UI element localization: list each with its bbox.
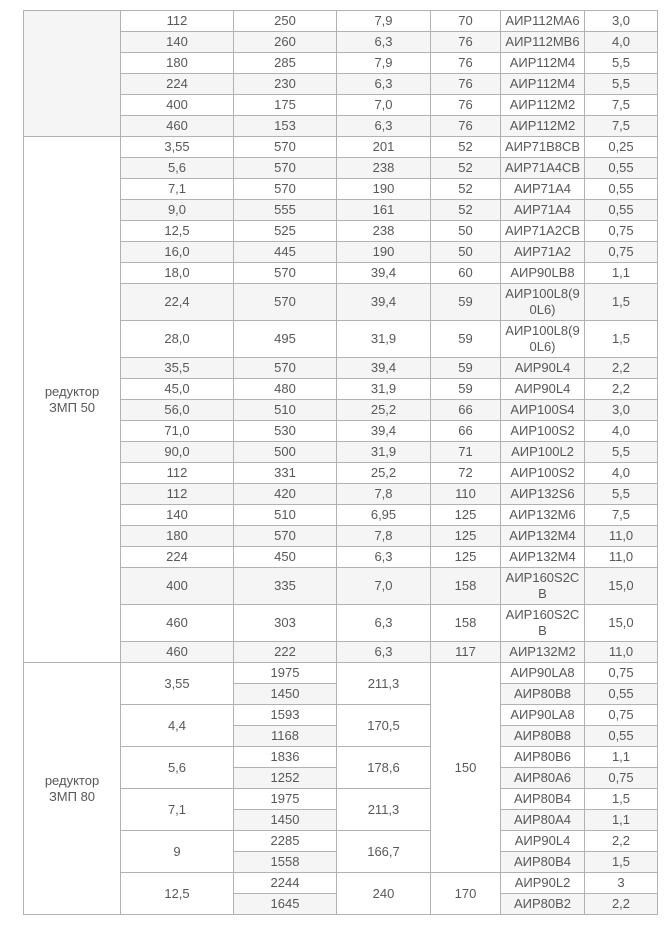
motor-cell: АИР80А6 (501, 768, 585, 789)
rpm-cell: 2285 (234, 831, 337, 852)
rpm-cell: 222 (234, 642, 337, 663)
rpm-cell: 500 (234, 442, 337, 463)
power-cell: 4,0 (585, 32, 658, 53)
torque-cell: 31,9 (337, 442, 431, 463)
motor-cell: АИР90L4 (501, 379, 585, 400)
ratio-cell: 18,0 (121, 263, 234, 284)
power-cell: 11,0 (585, 642, 658, 663)
motor-cell: АИР132М4 (501, 547, 585, 568)
rpm-cell: 480 (234, 379, 337, 400)
rpm-cell: 570 (234, 358, 337, 379)
pct-cell: 117 (431, 642, 501, 663)
power-cell: 0,25 (585, 137, 658, 158)
motor-cell: АИР132S6 (501, 484, 585, 505)
power-cell: 7,5 (585, 95, 658, 116)
motor-cell: АИР80В4 (501, 789, 585, 810)
rpm-cell: 420 (234, 484, 337, 505)
ratio-cell: 224 (121, 74, 234, 95)
torque-cell: 25,2 (337, 463, 431, 484)
power-cell: 7,5 (585, 505, 658, 526)
pct-cell: 110 (431, 484, 501, 505)
power-cell: 0,75 (585, 221, 658, 242)
pct-cell: 76 (431, 32, 501, 53)
rpm-cell: 570 (234, 137, 337, 158)
ratio-cell: 460 (121, 116, 234, 137)
torque-cell: 6,3 (337, 605, 431, 642)
rpm-cell: 285 (234, 53, 337, 74)
pct-cell: 52 (431, 179, 501, 200)
motor-cell: АИР90L4 (501, 358, 585, 379)
power-cell: 11,0 (585, 547, 658, 568)
ratio-cell: 4,4 (121, 705, 234, 747)
motor-cell: АИР112МА6 (501, 11, 585, 32)
power-cell: 5,5 (585, 442, 658, 463)
motor-cell: АИР100L2 (501, 442, 585, 463)
ratio-cell: 28,0 (121, 321, 234, 358)
power-cell: 0,55 (585, 200, 658, 221)
power-cell: 0,55 (585, 158, 658, 179)
rpm-cell: 570 (234, 158, 337, 179)
ratio-cell: 45,0 (121, 379, 234, 400)
rpm-cell: 153 (234, 116, 337, 137)
torque-cell: 201 (337, 137, 431, 158)
torque-cell: 31,9 (337, 321, 431, 358)
ratio-cell: 7,1 (121, 789, 234, 831)
pct-cell: 59 (431, 358, 501, 379)
torque-cell: 39,4 (337, 421, 431, 442)
pct-cell: 125 (431, 547, 501, 568)
power-cell: 0,75 (585, 242, 658, 263)
power-cell: 2,2 (585, 894, 658, 915)
power-cell: 2,2 (585, 831, 658, 852)
ratio-cell: 56,0 (121, 400, 234, 421)
motor-cell: АИР90L2 (501, 873, 585, 894)
rpm-cell: 510 (234, 400, 337, 421)
torque-cell: 178,6 (337, 747, 431, 789)
pct-cell: 60 (431, 263, 501, 284)
power-cell: 11,0 (585, 526, 658, 547)
ratio-cell: 460 (121, 642, 234, 663)
pct-cell: 125 (431, 526, 501, 547)
motor-cell: АИР100L8(90L6) (501, 321, 585, 358)
torque-cell: 170,5 (337, 705, 431, 747)
table-row (24, 11, 658, 32)
power-cell: 1,5 (585, 321, 658, 358)
motor-cell: АИР80В2 (501, 894, 585, 915)
ratio-cell: 7,1 (121, 179, 234, 200)
torque-cell: 6,3 (337, 642, 431, 663)
power-cell: 1,1 (585, 263, 658, 284)
power-cell: 15,0 (585, 605, 658, 642)
torque-cell: 190 (337, 242, 431, 263)
power-cell: 2,2 (585, 358, 658, 379)
ratio-cell: 140 (121, 505, 234, 526)
reducer-cell: редуктор ЗМП 80 (24, 663, 121, 915)
rpm-cell: 303 (234, 605, 337, 642)
motor-cell: АИР112МВ6 (501, 32, 585, 53)
pct-cell: 76 (431, 116, 501, 137)
rpm-cell: 250 (234, 11, 337, 32)
rpm-cell: 260 (234, 32, 337, 53)
rpm-cell: 450 (234, 547, 337, 568)
ratio-cell: 112 (121, 11, 234, 32)
rpm-cell: 1168 (234, 726, 337, 747)
power-cell: 3 (585, 873, 658, 894)
motor-cell: АИР71А4 (501, 179, 585, 200)
power-cell: 0,75 (585, 705, 658, 726)
power-cell: 1,1 (585, 747, 658, 768)
torque-cell: 7,9 (337, 11, 431, 32)
motor-cell: АИР112М2 (501, 116, 585, 137)
motor-cell: АИР71В8СВ (501, 137, 585, 158)
reducer-spec-table (23, 10, 658, 915)
ratio-cell: 180 (121, 53, 234, 74)
reducer-cell (24, 11, 121, 137)
pct-cell: 170 (431, 873, 501, 915)
power-cell: 0,55 (585, 684, 658, 705)
motor-cell: АИР90LA8 (501, 663, 585, 684)
power-cell: 4,0 (585, 421, 658, 442)
ratio-cell: 112 (121, 484, 234, 505)
pct-cell: 50 (431, 242, 501, 263)
motor-cell: АИР112М4 (501, 74, 585, 95)
pct-cell: 70 (431, 11, 501, 32)
ratio-cell: 3,55 (121, 663, 234, 705)
pct-cell: 76 (431, 74, 501, 95)
torque-cell: 6,95 (337, 505, 431, 526)
pct-cell: 76 (431, 95, 501, 116)
power-cell: 3,0 (585, 400, 658, 421)
ratio-cell: 90,0 (121, 442, 234, 463)
power-cell: 0,55 (585, 726, 658, 747)
power-cell: 1,5 (585, 284, 658, 321)
power-cell: 4,0 (585, 463, 658, 484)
motor-cell: АИР90L4 (501, 831, 585, 852)
ratio-cell: 400 (121, 95, 234, 116)
torque-cell: 166,7 (337, 831, 431, 873)
rpm-cell: 1252 (234, 768, 337, 789)
motor-cell: АИР112М4 (501, 53, 585, 74)
torque-cell: 238 (337, 221, 431, 242)
rpm-cell: 1975 (234, 663, 337, 684)
rpm-cell: 530 (234, 421, 337, 442)
power-cell: 0,75 (585, 768, 658, 789)
rpm-cell: 510 (234, 505, 337, 526)
ratio-cell: 9 (121, 831, 234, 873)
power-cell: 1,5 (585, 852, 658, 873)
rpm-cell: 1836 (234, 747, 337, 768)
motor-cell: АИР132М6 (501, 505, 585, 526)
rpm-cell: 570 (234, 526, 337, 547)
power-cell: 7,5 (585, 116, 658, 137)
power-cell: 5,5 (585, 484, 658, 505)
pct-cell: 72 (431, 463, 501, 484)
rpm-cell: 230 (234, 74, 337, 95)
power-cell: 0,55 (585, 179, 658, 200)
ratio-cell: 5,6 (121, 158, 234, 179)
pct-cell: 71 (431, 442, 501, 463)
pct-cell: 66 (431, 421, 501, 442)
pct-cell: 50 (431, 221, 501, 242)
rpm-cell: 570 (234, 284, 337, 321)
pct-cell: 158 (431, 605, 501, 642)
ratio-cell: 460 (121, 605, 234, 642)
rpm-cell: 570 (234, 263, 337, 284)
torque-cell: 6,3 (337, 32, 431, 53)
torque-cell: 6,3 (337, 116, 431, 137)
motor-cell: АИР80В6 (501, 747, 585, 768)
power-cell: 1,1 (585, 810, 658, 831)
pct-cell: 52 (431, 200, 501, 221)
ratio-cell: 22,4 (121, 284, 234, 321)
motor-cell: АИР160S2CВ (501, 605, 585, 642)
rpm-cell: 2244 (234, 873, 337, 894)
torque-cell: 7,9 (337, 53, 431, 74)
pct-cell: 66 (431, 400, 501, 421)
ratio-cell: 12,5 (121, 873, 234, 915)
torque-cell: 240 (337, 873, 431, 915)
ratio-cell: 5,6 (121, 747, 234, 789)
power-cell: 15,0 (585, 568, 658, 605)
torque-cell: 211,3 (337, 789, 431, 831)
torque-cell: 238 (337, 158, 431, 179)
torque-cell: 7,8 (337, 526, 431, 547)
torque-cell: 6,3 (337, 74, 431, 95)
table-body (24, 11, 658, 915)
ratio-cell: 3,55 (121, 137, 234, 158)
motor-cell: АИР132М4 (501, 526, 585, 547)
motor-cell: АИР71А4СВ (501, 158, 585, 179)
motor-cell: АИР160S2CВ (501, 568, 585, 605)
torque-cell: 7,8 (337, 484, 431, 505)
pct-cell: 59 (431, 284, 501, 321)
rpm-cell: 175 (234, 95, 337, 116)
torque-cell: 161 (337, 200, 431, 221)
torque-cell: 31,9 (337, 379, 431, 400)
rpm-cell: 1558 (234, 852, 337, 873)
torque-cell: 7,0 (337, 95, 431, 116)
reducer-cell: редуктор ЗМП 50 (24, 137, 121, 663)
torque-cell: 211,3 (337, 663, 431, 705)
pct-cell: 59 (431, 321, 501, 358)
pct-cell: 52 (431, 158, 501, 179)
pct-cell: 125 (431, 505, 501, 526)
rpm-cell: 555 (234, 200, 337, 221)
ratio-cell: 400 (121, 568, 234, 605)
power-cell: 0,75 (585, 663, 658, 684)
motor-cell: АИР80В8 (501, 726, 585, 747)
torque-cell: 39,4 (337, 284, 431, 321)
torque-cell: 190 (337, 179, 431, 200)
ratio-cell: 224 (121, 547, 234, 568)
motor-cell: АИР71А2 (501, 242, 585, 263)
ratio-cell: 112 (121, 463, 234, 484)
power-cell: 2,2 (585, 379, 658, 400)
motor-cell: АИР100S4 (501, 400, 585, 421)
power-cell: 5,5 (585, 74, 658, 95)
rpm-cell: 331 (234, 463, 337, 484)
torque-cell: 25,2 (337, 400, 431, 421)
motor-cell: АИР71А4 (501, 200, 585, 221)
rpm-cell: 335 (234, 568, 337, 605)
ratio-cell: 16,0 (121, 242, 234, 263)
motor-cell: АИР90LA8 (501, 705, 585, 726)
rpm-cell: 1593 (234, 705, 337, 726)
rpm-cell: 570 (234, 179, 337, 200)
motor-cell: АИР100S2 (501, 463, 585, 484)
motor-cell: АИР112М2 (501, 95, 585, 116)
pct-cell: 52 (431, 137, 501, 158)
ratio-cell: 140 (121, 32, 234, 53)
torque-cell: 39,4 (337, 263, 431, 284)
rpm-cell: 525 (234, 221, 337, 242)
ratio-cell: 12,5 (121, 221, 234, 242)
torque-cell: 7,0 (337, 568, 431, 605)
pct-cell: 158 (431, 568, 501, 605)
ratio-cell: 35,5 (121, 358, 234, 379)
motor-cell: АИР100L8(90L6) (501, 284, 585, 321)
ratio-cell: 71,0 (121, 421, 234, 442)
table-row (24, 137, 658, 158)
motor-cell: АИР80В8 (501, 684, 585, 705)
rpm-cell: 1450 (234, 810, 337, 831)
rpm-cell: 445 (234, 242, 337, 263)
ratio-cell: 9,0 (121, 200, 234, 221)
motor-cell: АИР100S2 (501, 421, 585, 442)
rpm-cell: 1975 (234, 789, 337, 810)
rpm-cell: 495 (234, 321, 337, 358)
power-cell: 1,5 (585, 789, 658, 810)
torque-cell: 39,4 (337, 358, 431, 379)
motor-cell: АИР80В4 (501, 852, 585, 873)
motor-cell: АИР90LB8 (501, 263, 585, 284)
motor-cell: АИР71А2СВ (501, 221, 585, 242)
power-cell: 5,5 (585, 53, 658, 74)
ratio-cell: 180 (121, 526, 234, 547)
power-cell: 3,0 (585, 11, 658, 32)
motor-cell: АИР80А4 (501, 810, 585, 831)
rpm-cell: 1645 (234, 894, 337, 915)
pct-cell: 150 (431, 663, 501, 873)
torque-cell: 6,3 (337, 547, 431, 568)
pct-cell: 76 (431, 53, 501, 74)
table-row (24, 663, 658, 684)
rpm-cell: 1450 (234, 684, 337, 705)
motor-cell: АИР132М2 (501, 642, 585, 663)
pct-cell: 59 (431, 379, 501, 400)
